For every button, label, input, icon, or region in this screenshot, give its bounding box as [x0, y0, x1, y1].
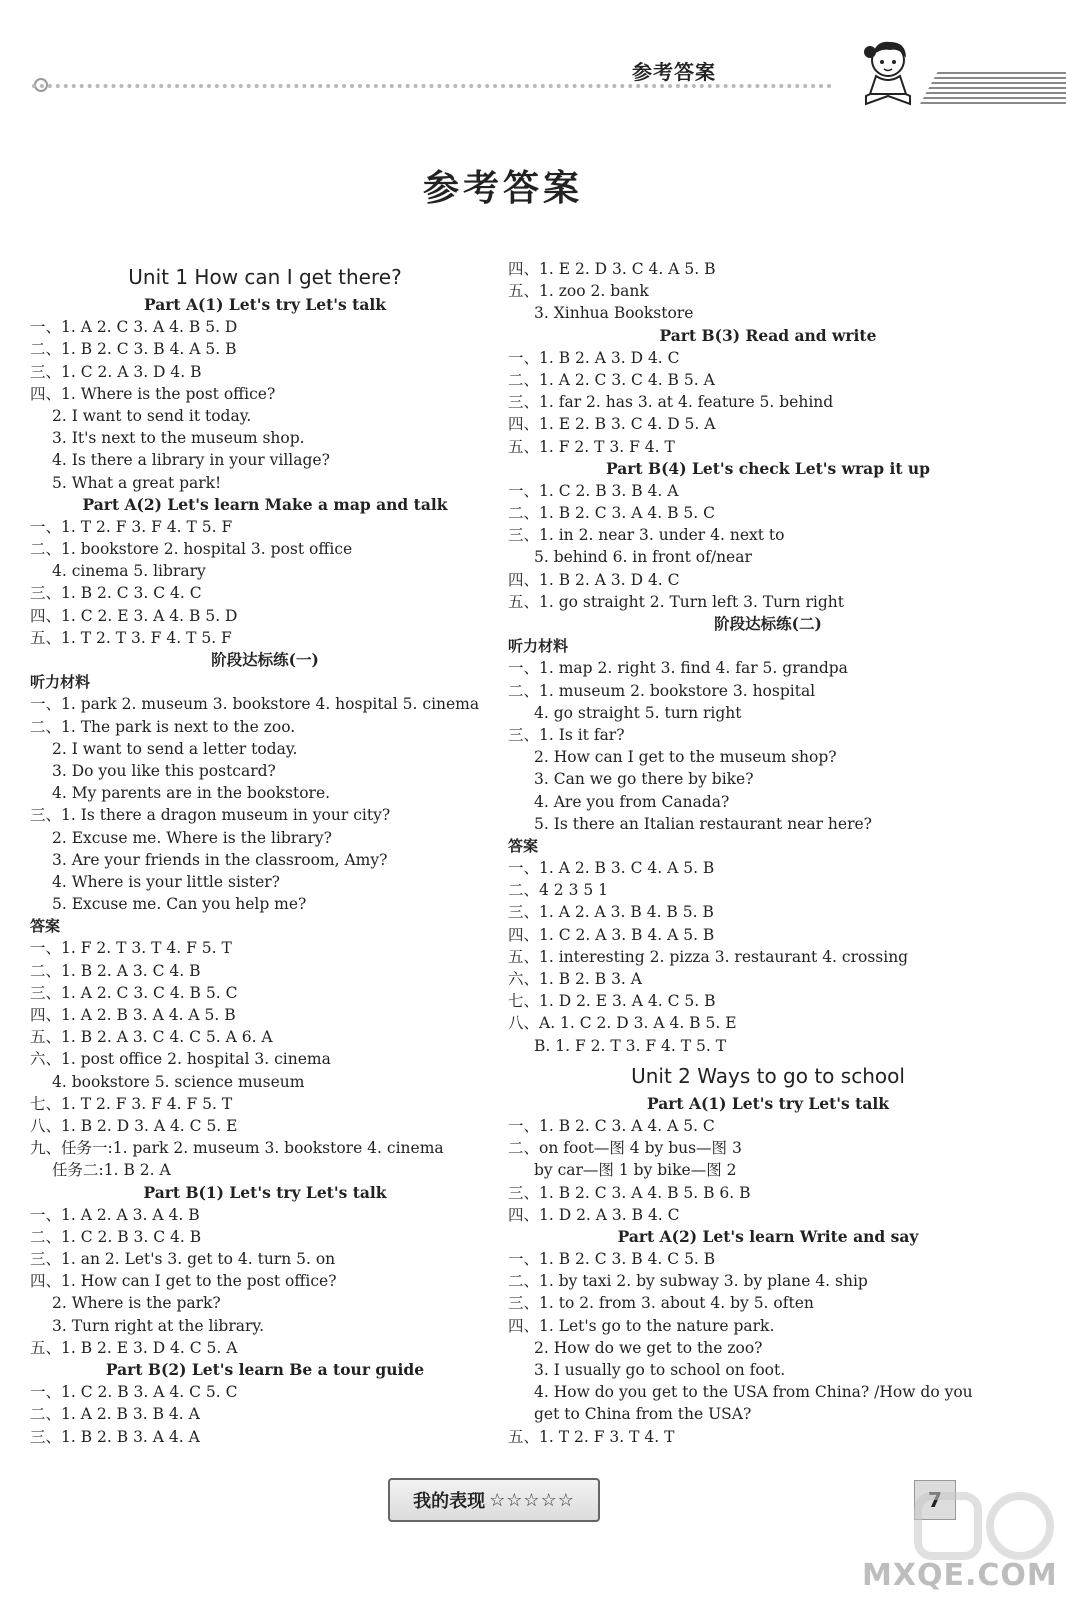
answer-line: 五、1. interesting 2. pizza 3. restaurant 4. crossing	[508, 947, 909, 966]
answer-line: 四、1. C 2. A 3. B 4. A 5. B	[508, 925, 715, 944]
unit-heading: Unit 1 How can I get there?	[128, 265, 402, 289]
answer-line: 一、1. park 2. museum 3. bookstore 4. hospital 5. cinema	[30, 695, 480, 714]
answer-line: 八、1. B 2. D 3. A 4. C 5. E	[30, 1116, 238, 1135]
answer-line: 3. Turn right at the library.	[52, 1316, 265, 1335]
answer-line: 四、1. E 2. D 3. C 4. A 5. B	[508, 260, 716, 278]
section-label: 答案	[508, 836, 539, 855]
answer-line: 2. I want to send it today.	[52, 406, 252, 425]
section-heading: 阶段达标练(二)	[714, 614, 822, 633]
answer-line: 二、1. B 2. A 3. C 4. B	[30, 961, 201, 980]
answer-line: 4. go straight 5. turn right	[534, 703, 742, 722]
right-column	[508, 258, 1028, 1448]
answer-line: 一、1. C 2. B 3. A 4. C 5. C	[30, 1383, 238, 1402]
answer-line: 一、1. B 2. C 3. B 4. C 5. B	[508, 1250, 716, 1269]
section-heading: Part B(1) Let's try Let's talk	[143, 1182, 387, 1202]
answer-line: 5. What a great park!	[52, 473, 222, 492]
section-label: 答案	[30, 917, 61, 936]
answer-line: 七、1. T 2. F 3. F 4. F 5. T	[30, 1094, 233, 1113]
answer-line: 一、1. B 2. C 3. A 4. A 5. C	[508, 1116, 715, 1135]
answer-line: 2. Where is the park?	[52, 1294, 221, 1313]
answer-line: 三、1. an 2. Let's 3. get to 4. turn 5. on	[30, 1250, 336, 1269]
answer-line: 七、1. D 2. E 3. A 4. C 5. B	[508, 992, 716, 1011]
answer-line: 一、1. B 2. A 3. D 4. C	[508, 348, 680, 367]
answer-line: 4. Is there a library in your village?	[52, 451, 330, 470]
section-label: 听力材料	[30, 673, 91, 692]
answer-line: 四、1. How can I get to the post office?	[30, 1272, 337, 1291]
section-heading: Part B(2) Let's learn Be a tour guide	[105, 1360, 425, 1379]
answer-line: 五、1. zoo 2. bank	[508, 282, 649, 301]
answer-line: 三、1. C 2. A 3. D 4. B	[30, 362, 202, 381]
answer-line: 4. cinema 5. library	[52, 562, 206, 581]
answer-line: 三、1. in 2. near 3. under 4. next to	[508, 526, 785, 545]
section-heading: Part B(4) Let's check Let's wrap it up	[605, 458, 930, 478]
answer-line: 3. Are your friends in the classroom, Amy?	[52, 850, 388, 869]
answer-line: B. 1. F 2. T 3. F 4. T 5. T	[534, 1036, 727, 1055]
answer-line: 四、1. E 2. B 3. C 4. D 5. A	[508, 415, 716, 434]
answer-line: 一、1. F 2. T 3. T 4. F 5. T	[30, 939, 232, 958]
answer-line: 一、1. T 2. F 3. F 4. T 5. F	[30, 517, 233, 536]
answer-line: 三、1. far 2. has 3. at 4. feature 5. behind	[508, 393, 834, 412]
section-heading: Part A(1) Let's try Let's talk	[646, 1093, 889, 1113]
answer-line: 二、1. C 2. B 3. C 4. B	[30, 1227, 202, 1246]
section-heading: 阶段达标练(一)	[211, 650, 319, 669]
answer-line: 四、1. C 2. E 3. A 4. B 5. D	[30, 606, 238, 625]
section-heading: Part A(2) Let's learn Write and say	[617, 1226, 919, 1246]
answer-line: 5. Is there an Italian restaurant near here?	[534, 814, 872, 833]
answer-line: 四、1. B 2. A 3. D 4. C	[508, 570, 680, 589]
answer-line: get to China from the USA?	[534, 1405, 752, 1424]
answer-line: 二、1. by taxi 2. by subway 3. by plane 4. ship	[508, 1272, 868, 1291]
answer-line: 三、1. B 2. B 3. A 4. A	[30, 1427, 200, 1446]
answer-line: 三、1. A 2. A 3. B 4. B 5. B	[508, 903, 714, 922]
answer-line: 任务二:1. B 2. A	[52, 1161, 171, 1180]
performance-rating-box	[388, 1478, 600, 1522]
answer-line: 二、1. The park is next to the zoo.	[30, 717, 296, 736]
answer-line: 五、1. T 2. F 3. T 4. T	[508, 1427, 675, 1446]
answer-line: 二、1. bookstore 2. hospital 3. post office	[30, 540, 353, 559]
section-heading: Part A(2) Let's learn Make a map and talk	[82, 494, 448, 514]
section-heading: Part B(3) Read and write	[659, 325, 877, 345]
watermark-text: MXQE.COM	[862, 1558, 1058, 1593]
page-number: 7	[914, 1480, 956, 1520]
unit-heading: Unit 2 Ways to go to school	[631, 1063, 905, 1088]
answer-line: 二、1. B 2. C 3. A 4. B 5. C	[508, 504, 715, 523]
answer-line: 2. Excuse me. Where is the library?	[52, 828, 332, 847]
answer-line: 九、任务一:1. park 2. museum 3. bookstore 4. cinema	[30, 1139, 444, 1158]
girl-reading-icon	[850, 36, 930, 108]
answer-line: 4. bookstore 5. science museum	[52, 1072, 305, 1091]
answer-line: 三、1. Is there a dragon museum in your city?	[30, 806, 391, 825]
answer-line: 六、1. post office 2. hospital 3. cinema	[30, 1050, 331, 1069]
answer-line: 一、1. A 2. C 3. A 4. B 5. D	[30, 318, 238, 337]
answer-line: 3. It's next to the museum shop.	[52, 429, 305, 448]
answer-line: 四、1. Where is the post office?	[30, 384, 276, 403]
answer-line: 4. My parents are in the bookstore.	[52, 784, 331, 803]
answer-line: 八、A. 1. C 2. D 3. A 4. B 5. E	[508, 1014, 737, 1033]
answer-line: 二、on foot—图 4 by bus—图 3	[508, 1139, 742, 1158]
answer-line: 三、1. to 2. from 3. about 4. by 5. often	[508, 1294, 814, 1313]
answer-line: 二、1. A 2. B 3. B 4. A	[30, 1405, 200, 1424]
answer-line: 四、1. Let's go to the nature park.	[508, 1316, 775, 1335]
answer-line: 3. I usually go to school on foot.	[534, 1361, 786, 1379]
answer-line: 二、1. museum 2. bookstore 3. hospital	[508, 681, 816, 700]
answer-line: 五、1. B 2. A 3. C 4. C 5. A 6. A	[30, 1028, 273, 1047]
answer-line: 2. How can I get to the museum shop?	[534, 748, 837, 767]
answer-line: 二、1. B 2. C 3. B 4. A 5. B	[30, 340, 237, 359]
answer-line: 3. Do you like this postcard?	[52, 761, 276, 780]
answer-line: 一、1. C 2. B 3. B 4. A	[508, 481, 679, 500]
answer-line: 4. Where is your little sister?	[52, 872, 280, 891]
answer-line: 一、1. A 2. A 3. A 4. B	[30, 1205, 200, 1224]
answer-line: 二、4 2 3 5 1	[508, 881, 609, 900]
section-label: 听力材料	[508, 637, 569, 656]
left-column	[30, 258, 500, 1448]
answer-line: 3. Can we go there by bike?	[534, 770, 754, 789]
answer-line: 三、1. A 2. C 3. C 4. B 5. C	[30, 983, 238, 1002]
performance-label: 我的表现	[413, 1491, 486, 1512]
answer-line: 五、1. go straight 2. Turn left 3. Turn right	[508, 592, 844, 611]
answer-line: 四、1. A 2. B 3. A 4. A 5. B	[30, 1006, 236, 1024]
star-rating-icon: ☆☆☆☆☆	[489, 1489, 575, 1511]
answer-line: 4. How do you get to the USA from China? /How do you	[534, 1383, 973, 1402]
answer-line: 五、1. F 2. T 3. F 4. T	[508, 437, 675, 456]
answer-line: 2. I want to send a letter today.	[52, 739, 298, 758]
page-title: 参考答案	[422, 168, 583, 209]
answer-line: 五、1. B 2. E 3. D 4. C 5. A	[30, 1338, 238, 1357]
answer-line: 一、1. A 2. B 3. C 4. A 5. B	[508, 859, 715, 878]
answer-line: 5. Excuse me. Can you help me?	[52, 895, 307, 914]
answer-line: 一、1. map 2. right 3. find 4. far 5. grandpa	[508, 659, 848, 678]
section-heading: Part A(1) Let's try Let's talk	[143, 295, 386, 314]
answer-line: 二、1. A 2. C 3. C 4. B 5. A	[508, 370, 715, 389]
answer-line: 三、1. Is it far?	[508, 725, 625, 744]
answer-line: 四、1. D 2. A 3. B 4. C	[508, 1205, 680, 1224]
header-stripes	[920, 72, 1066, 104]
answer-line: 六、1. B 2. B 3. A	[508, 970, 642, 988]
answer-line: by car—图 1 by bike—图 2	[534, 1161, 737, 1180]
answer-line: 五、1. T 2. T 3. F 4. T 5. F	[30, 628, 232, 647]
answer-line: 5. behind 6. in front of/near	[534, 548, 752, 567]
header-title: 参考答案	[632, 60, 716, 84]
answer-line: 三、1. B 2. C 3. C 4. C	[30, 584, 202, 603]
answer-line: 3. Xinhua Bookstore	[534, 304, 694, 323]
answer-line: 4. Are you from Canada?	[534, 792, 730, 811]
answer-line: 三、1. B 2. C 3. A 4. B 5. B 6. B	[508, 1183, 751, 1202]
answer-line: 2. How do we get to the zoo?	[534, 1338, 763, 1357]
